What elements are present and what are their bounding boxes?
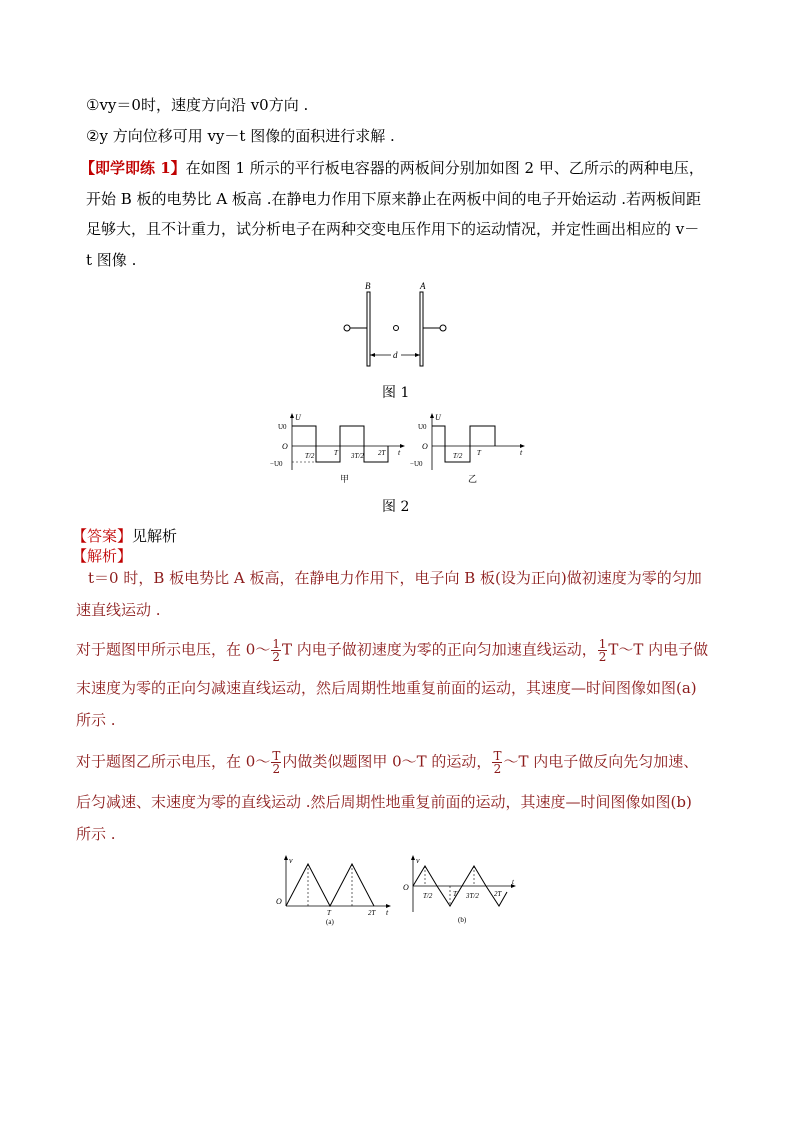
analysis-p3b: 后匀减速、末速度为零的直线运动 .然后周期性地重复前面的运动，其速度—时间图像如图(b) [76,793,692,811]
analysis-p1a: t＝0 时，B 板电势比 A 板高，在静电力作用下，电子向 B 板(设为正向)做初速度为零的匀加 [88,569,702,587]
caption-a: (a) [326,918,334,926]
analysis-p2a: 对于题图甲所示电压，在 0～ $\frac{1}{2}$ T 内电子做初速度为零的正向匀加速直线运动， $\frac{1}{2}$ T～T 内电子做 [76,637,709,664]
svg-text:U0: U0 [278,423,287,431]
svg-text:3T/2: 3T/2 [466,892,479,900]
svg-text:O: O [422,442,428,451]
analysis-p2c: 所示 . [76,711,116,729]
svg-text:T/2: T/2 [423,892,433,900]
svg-text:t: t [398,448,401,457]
svg-text:T/2: T/2 [305,452,315,460]
svg-text:v: v [416,856,420,865]
svg-text:2T: 2T [368,909,376,917]
label-jia: 甲 [340,474,350,484]
plate-b [367,292,370,366]
svg-text:T/2: T/2 [453,452,463,460]
terminal-a [440,325,446,331]
caption-b: (b) [458,916,467,924]
figure-3-vt-graphs [270,852,530,928]
terminal-b [344,325,350,331]
analysis-p3a: 对于题图乙所示电压，在 0～ $\frac{T}{2}$ 内做类似题图甲 0～T 的运动， $\frac{T}{2}$ ～T 内电子做反向先匀加速、 [76,749,699,776]
exercise-line-4: t 图像 . [86,251,137,269]
fig1-caption: 图 1 [382,385,410,401]
exercise-tag: 【即学即练 1】 [80,159,186,177]
figure-1-capacitor [335,278,455,370]
fig1-label-d: d [393,350,398,360]
svg-text:U0: U0 [418,423,427,431]
exercise-line-3: 足够大，且不计重力，试分析电子在两种交变电压作用下的运动情况，并定性画出相应的 v－ [86,220,700,238]
electron [394,326,399,331]
figure-2-voltage-graphs [270,410,530,488]
svg-text:t: t [386,908,389,917]
graph-jia [270,413,405,484]
fig2-caption: 图 2 [382,499,410,515]
analysis-p3c: 所示 . [76,825,116,843]
svg-text:T: T [334,449,338,457]
fig1-label-a: A [420,281,426,291]
svg-text:t: t [520,448,523,457]
svg-text:U: U [435,413,441,422]
exercise-line-2: 开始 B 板的电势比 A 板高 .在静电力作用下原来静止在两板中间的电子开始运动 .若两板间距 [86,190,702,208]
answer-text: 见解析 [132,527,178,545]
intro-line-2: ②y 方向位移可用 vy－t 图像的面积进行求解 . [86,127,395,145]
svg-text:2T: 2T [494,890,502,898]
label-yi: 乙 [468,474,478,484]
svg-text:−U0: −U0 [410,460,423,468]
graph-a [276,855,391,926]
svg-text:3T/2: 3T/2 [351,452,364,460]
svg-text:2T: 2T [378,449,386,457]
svg-text:O: O [276,897,282,906]
analysis-p1b: 速直线运动 . [76,601,161,619]
intro-line-1: ①vy＝0时，速度方向沿 v0方向 . [86,96,309,114]
analysis-p2b: 末速度为零的正向匀减速直线运动，然后周期性地重复前面的运动，其速度—时间图像如图(a) [76,679,697,697]
svg-text:−U0: −U0 [270,460,283,468]
plate-a [420,292,423,366]
exercise-line-1 [80,158,704,178]
svg-text:T: T [453,890,457,898]
exercise-text-1: 在如图 1 所示的平行板电容器的两板间分别加如图 2 甲、乙所示的两种电压， [185,159,704,177]
svg-text:U: U [295,413,301,422]
answer-label: 【答案】 [72,527,133,545]
svg-text:v: v [289,856,293,865]
answer-line [72,526,177,546]
svg-text:T: T [477,449,481,457]
svg-text:T: T [327,909,331,917]
svg-text:O: O [403,883,409,892]
graph-b [403,855,516,924]
svg-text:O: O [282,442,288,451]
fig1-label-b: B [365,281,371,291]
svg-text:t: t [512,878,514,886]
graph-yi [410,413,525,484]
analysis-label: 【解析】 [72,547,133,565]
